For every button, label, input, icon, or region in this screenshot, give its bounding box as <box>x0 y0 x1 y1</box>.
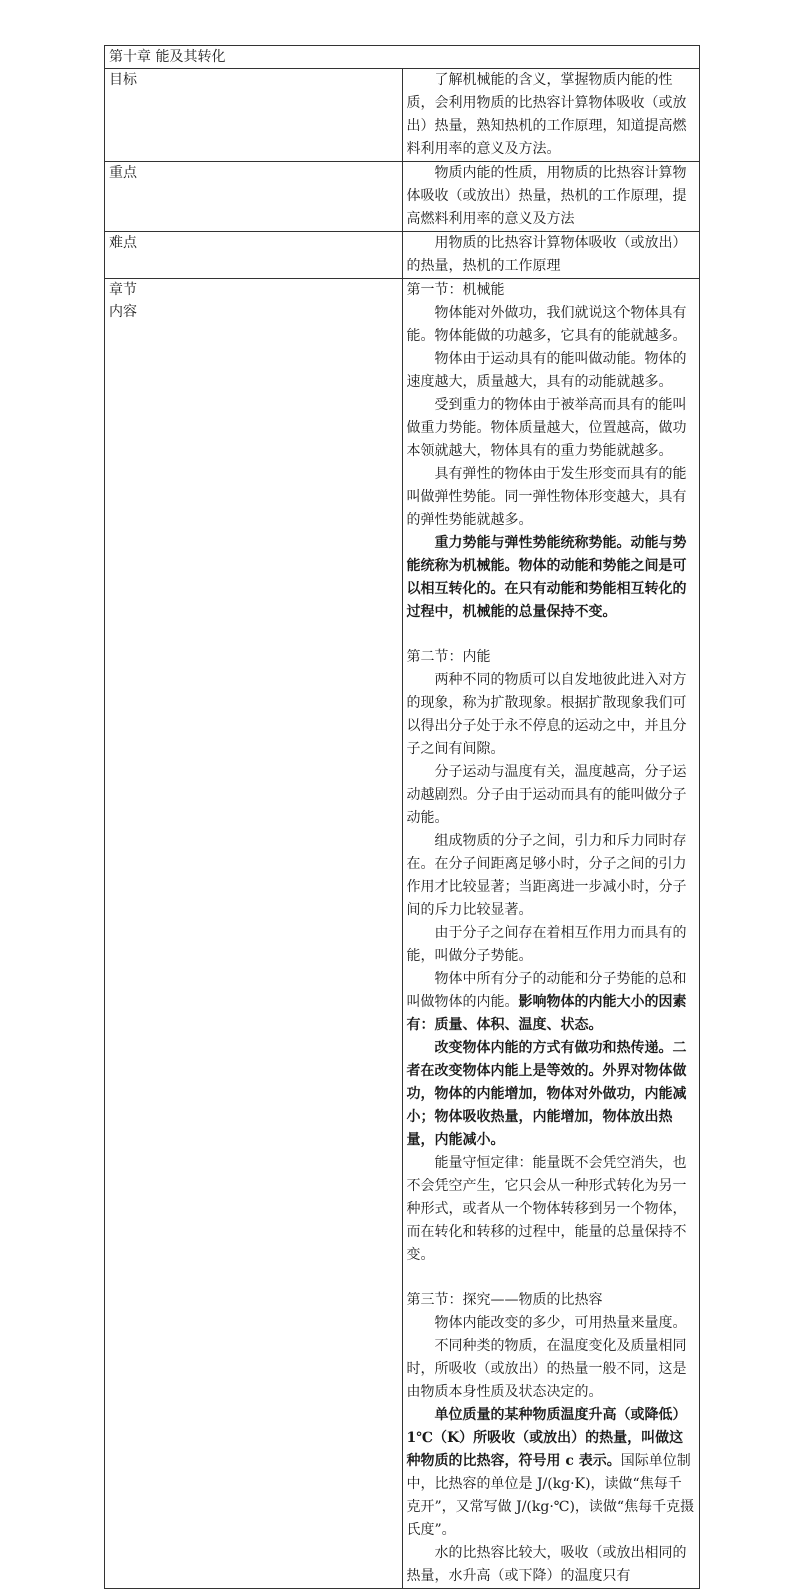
chapter-table <box>104 45 700 1589</box>
section2-p3: 组成物质的分子之间，引力和斥力同时存在。在分子间距离足够小时，分子之间的引力作用才比较显著；当距离进一步减小时，分子间的斥力比较显著。 <box>406 833 687 918</box>
section2-title: 第二节：内能 <box>406 649 491 665</box>
section2-p1: 两种不同的物质可以自发地彼此进入对方的现象，称为扩散现象。根据扩散现象我们可以得出分子处于永不停息的运动之中，并且分子之间有间隙。 <box>406 672 687 757</box>
section3-p3 <box>407 1404 696 1542</box>
chapter-title: 第十章 能及其转化 <box>105 46 700 69</box>
section2-p7: 能量守恒定律：能量既不会凭空消失，也不会凭空产生，它只会从一种形式转化为另一种形式，或者从一个物体转移到另一个物体，而在转化和转移的过程中，能量的总量保持不变。 <box>406 1155 687 1263</box>
goal-label: 目标 <box>105 69 403 162</box>
section1-p3: 受到重力的物体由于被举高而具有的能叫做重力势能。物体质量越大，位置越高，做功本领就越大，物体具有的重力势能就越多。 <box>406 397 687 459</box>
section3-p3-normal: 国际单位制中，比热容的单位是 J/(kg·K)，读做“焦每千克开”，又常写做 J/(kg·℃)，读做“焦每千克摄氏度”。 <box>406 1453 695 1538</box>
section1-p5 <box>407 532 696 624</box>
spacer <box>407 1267 696 1289</box>
section2-p5-bold: 影响物体的内能大小的因素有：质量、体积、温度、状态。 <box>406 994 687 1033</box>
section2-p5 <box>407 968 696 1037</box>
key-text: 物质内能的性质，用物质的比热容计算物体吸收（或放出）热量，热机的工作原理，提高燃料利用率的意义及方法 <box>406 165 687 227</box>
section1-p2: 物体由于运动具有的能叫做动能。物体的速度越大，质量越大，具有的动能就越多。 <box>406 351 687 390</box>
goal-text: 了解机械能的含义，掌握物质内能的性质，会利用物质的比热容计算物体吸收（或放出）热量，熟知热机的工作原理，知道提高燃料利用率的意义及方法。 <box>406 72 687 157</box>
difficult-text: 用物质的比热容计算物体吸收（或放出）的热量，热机的工作原理 <box>406 235 687 274</box>
section3-p4: 水的比热容比较大，吸收（或放出相同的热量，水升高（或下降）的温度只有 <box>406 1545 687 1584</box>
section3-title: 第三节：探究——物质的比热容 <box>406 1292 603 1308</box>
section1-p1: 物体能对外做功，我们就说这个物体具有能。物体能做的功越多，它具有的能就越多。 <box>406 305 687 344</box>
section1-p5-bold: 重力势能与弹性势能统称势能。动能与势能统称为机械能。物体的动能和势能之间是可以相互转化的。在只有动能和势能相互转化的过程中，机械能的总量保持不变。 <box>406 535 687 620</box>
key-label: 重点 <box>105 162 403 232</box>
section1-title: 第一节：机械能 <box>406 282 505 298</box>
content-label <box>105 279 403 1589</box>
difficult-label: 难点 <box>105 232 403 279</box>
goal-cell <box>402 69 700 162</box>
section3-p2: 不同种类的物质，在温度变化及质量相同时，所吸收（或放出）的热量一般不同，这是由物质本身性质及状态决定的。 <box>406 1338 687 1400</box>
content-cell <box>402 279 700 1589</box>
section2-p5-normal: 物体中所有分子的动能和分子势能的总和叫做物体的内能。 <box>406 971 687 1010</box>
difficult-cell <box>402 232 700 279</box>
section2-p2: 分子运动与温度有关，温度越高，分子运动越剧烈。分子由于运动而具有的能叫做分子动能。 <box>406 764 687 826</box>
section2-p4: 由于分子之间存在着相互作用力而具有的能，叫做分子势能。 <box>406 925 687 964</box>
key-cell <box>402 162 700 232</box>
section3-p3-bold: 单位质量的某种物质温度升高（或降低）1℃（K）所吸收（或放出）的热量，叫做这种物质的比热容，符号用 c 表示。 <box>406 1407 687 1469</box>
spacer <box>407 624 696 646</box>
section1-p4: 具有弹性的物体由于发生形变而具有的能叫做弹性势能。同一弹性物体形变越大，具有的弹性势能就越多。 <box>406 466 687 528</box>
content-label-line1: 章节 <box>109 282 137 298</box>
section2-p6 <box>407 1037 696 1152</box>
section2-p6-bold: 改变物体内能的方式有做功和热传递。二者在改变物体内能上是等效的。外界对物体做功，物体的内能增加，物体对外做功，内能减小；物体吸收热量，内能增加，物体放出热量，内能减小。 <box>406 1040 687 1148</box>
content-label-line2: 内容 <box>109 304 137 320</box>
section3-p1: 物体内能改变的多少，可用热量来量度。 <box>434 1315 687 1331</box>
